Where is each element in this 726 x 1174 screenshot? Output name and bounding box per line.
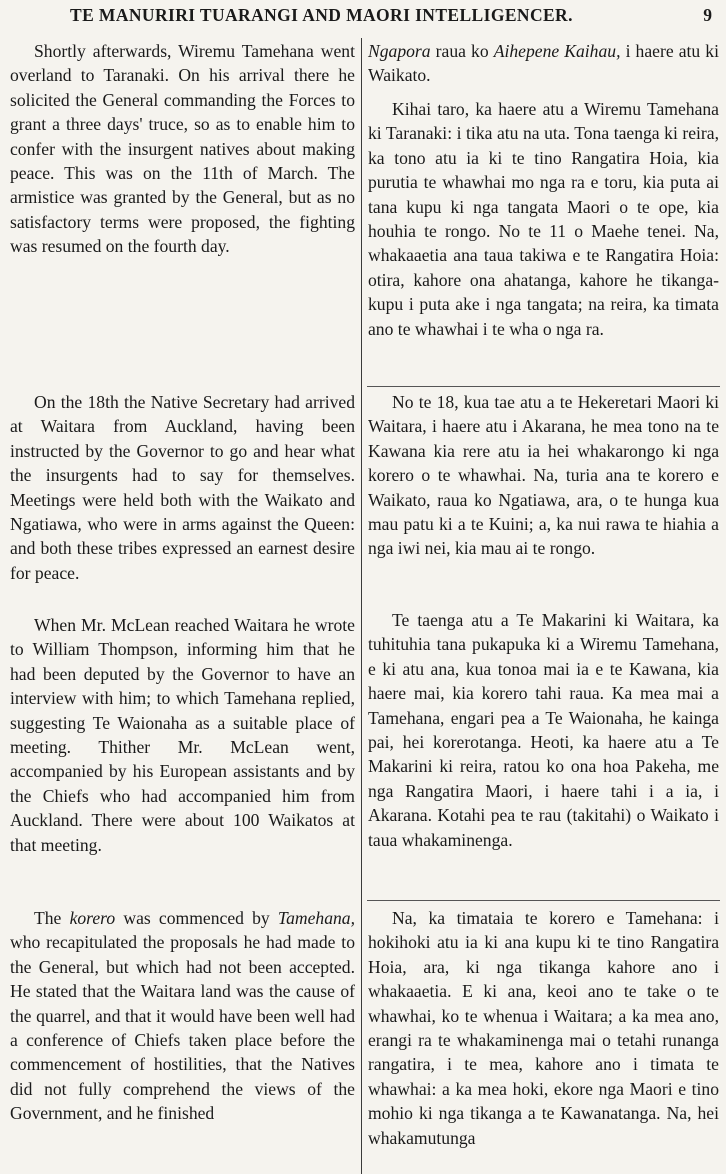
english-paragraph-3-text: When Mr. McLean reached Waitara he wrote to William Thompson, informing him that he had been deputed by the Governor to have an interview with him; to which Tamehana replied, suggesting Te Waionaha as a suitable place of meeting. Thither Mr. McLean went, accompanied by his European assistants and by the Chiefs who had accompanied him from Auckland. There were about 100 Waikatos at that meeting.	[10, 615, 355, 855]
english-p4-text-c: who recapitulated the proposals he had made to the General, but which had not been accepted. He stated that the Waitara land was the cause of the quarrel, and that it would have been well had a conference of Chiefs taken place before the commencement of hostilities, that the Natives did not fully comprehend the views of the Government, and he finished	[10, 932, 355, 1124]
english-p4-text-a: The	[34, 908, 70, 928]
maori-section-separator-2	[367, 900, 720, 901]
maori-paragraph-3: Te taenga atu a Te Makarini ki Waitara, ka tuhituhia tana pukapuka ki a Wiremu Tamehana, e ki atu ana, kua tonoa mai ia e te Kawana, kia haere mai, kia korero tahi raua. Ka mea mai a Tamehana, engari pea a Te Waionaha, he kainga pai, hei korerotanga. Heoti, ka haere atu a Te Makarini ki reira, ratou ko ona hoa Pakeha, me nga Rangatira Maori, i haere tahi i a ia, i Akarana. Kotahi pea te rau (takitahi) o Waikato i taua whakaminenga.	[368, 610, 719, 850]
english-paragraph-3	[10, 613, 355, 857]
maori-p0-italic-aihepene: Aihepene Kaihau,	[493, 41, 621, 61]
english-p4-italic-korero: korero	[69, 908, 116, 928]
maori-paragraph-0	[368, 39, 719, 88]
column-divider	[361, 38, 362, 1174]
maori-p0-text-b: i haere atu ki Waikato.	[368, 41, 719, 86]
english-paragraph-4	[10, 906, 355, 1126]
english-paragraph-2: On the 18th the Native Secretary had arrived at Waitara from Auckland, having been instructed by the Governor to go and hear what the insurgents had to say for themselves. Meetings were held both with the Waikato and Ngatiawa, who were in arms against the Queen: and both these tribes expressed an earnest desire for peace.	[10, 392, 355, 583]
english-p4-italic-tamehana: Tamehana,	[277, 908, 355, 928]
maori-paragraph-1: Kihai taro, ka haere atu a Wiremu Tamehana ki Taranaki: i tika atu na uta. Tona taenga ki reira, ka tono atu ia ki te tino Rangatira Hoia, kia purutia te whawhai mo nga ra e toru, kia puta ai tana kupu ki nga tangata Maori o te ope, kia houhia te rongo. No te 11 o Maehe tenei. Na, whakaaetia ana taua takiwa e te Rangatira Hoia: otira, kahore ona ahatanga, kahore he tikanga-kupu i puta ake i nga tangata; na reira, ka timata ano te whawhai i te wha o nga ra.	[368, 99, 719, 339]
maori-paragraph-4: Na, ka timataia te korero e Tamehana: i hokihoki atu ia ki ana kupu ki te tino Rangatira Hoia, ara, ki nga tikanga kahore ano i whakaaetia. E ki ana, keoi ano te take o te whawhai, ko te whenua i Waitara; a ka mea ano, erangi ra te whakaminenga mai o tetahi runanga rangatira, i te mea, kahore ano i timata te whawhai: a ka mea hoki, ekore nga Maori e tino mohio ki nga tikanga a te Kawanatanga. Na, hei whakamutunga	[368, 908, 719, 1148]
maori-p0-italic-ngapora: Ngapora	[368, 41, 431, 61]
maori-paragraph-2: No te 18, kua tae atu a te Hekeretari Maori ki Waitara, i haere atu i Akarana, he mea tono na te Kawana kia rere atu ia hei whakarongo ki nga korero o te whawhai. Na, turia ana te korero e Waikato, raua ko Ngatiawa, ara, o te hunga kua mau patu ki a te Kuini; a, ka nui rawa te hiahia a nga iwi nei, kia mau ai te rongo.	[368, 392, 719, 559]
english-paragraph-1: Shortly afterwards, Wiremu Tamehana went overland to Taranaki. On his arrival there he solicited the General commanding the Forces to grant a three days' truce, so as to enable him to confer with the insurgent natives about making peace. This was on the 11th of March. The armistice was granted by the General, but as no satisfactory terms were proposed, the fighting was resumed on the fourth day.	[10, 41, 355, 257]
publication-title: TE MANURIRI TUARANGI AND MAORI INTELLIGENCER.	[70, 5, 573, 25]
page-number: 9	[703, 5, 712, 25]
english-p4-text-b: was commenced by	[115, 908, 278, 928]
maori-p0-text-a: raua ko	[430, 41, 494, 61]
page-header	[0, 5, 726, 31]
maori-section-separator-1	[367, 386, 720, 387]
